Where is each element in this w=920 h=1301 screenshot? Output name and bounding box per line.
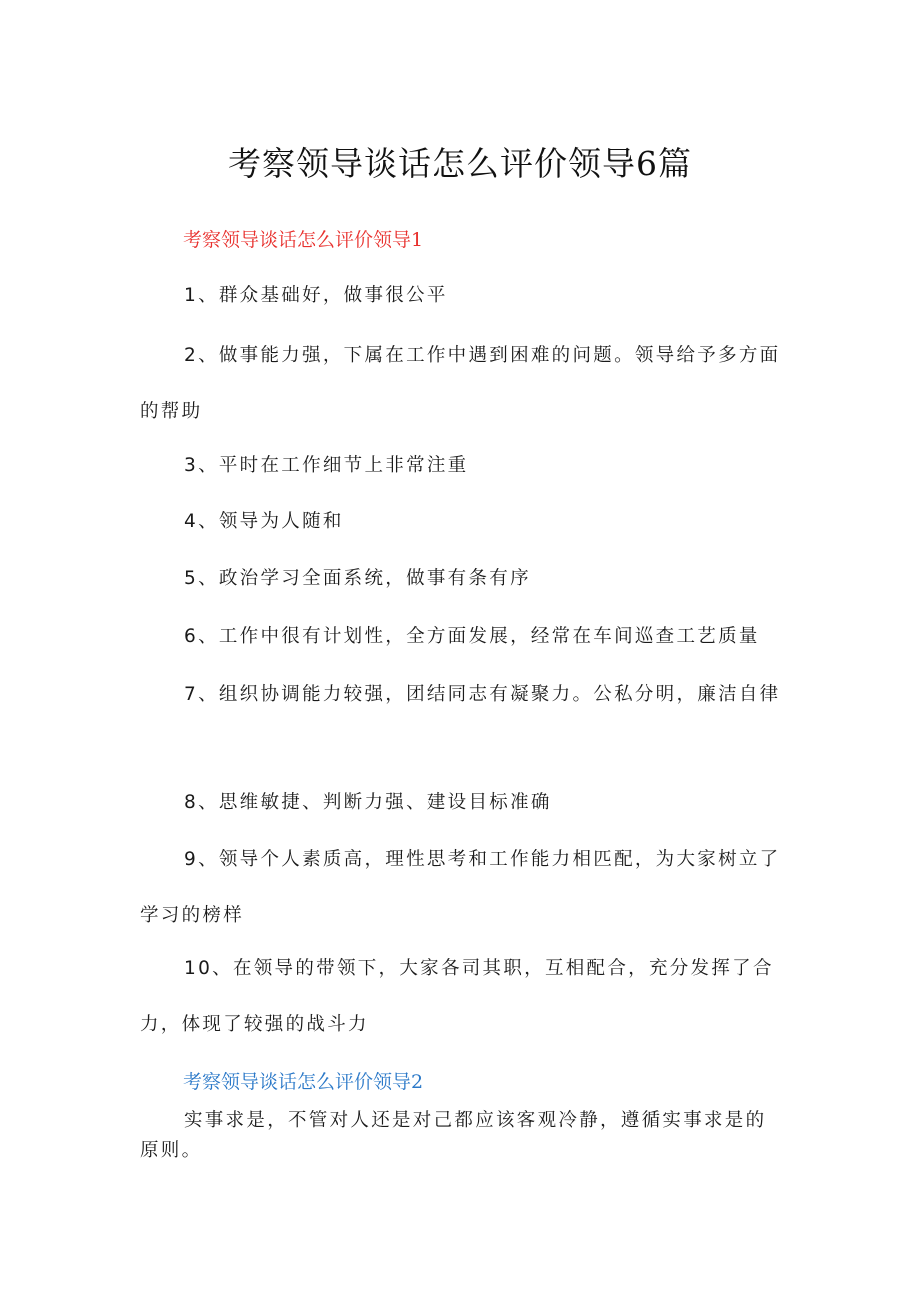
list-item-4: 4、领导为人随和 [184, 511, 344, 532]
body-paragraph: 实事求是，不管对人还是对己都应该客观冷静，遵循实事求是的原则。 [140, 1110, 767, 1161]
list-item-2: 2、做事能力强，下属在工作中遇到困难的问题。领导给予多方面的帮助 [140, 345, 781, 422]
list-item-9: 9、领导个人素质高，理性思考和工作能力相匹配，为大家树立了学习的榜样 [140, 849, 781, 926]
section-heading-1: 考察领导谈话怎么评价领导1 [183, 229, 424, 251]
list-item-5: 5、政治学习全面系统，做事有条有序 [184, 568, 531, 589]
list-item-3: 3、平时在工作细节上非常注重 [184, 455, 469, 476]
list-item-10: 10、在领导的带领下，大家各司其职，互相配合，充分发挥了合力，体现了较强的战斗力 [140, 958, 774, 1035]
list-item-8: 8、思维敏捷、判断力强、建设目标准确 [184, 792, 552, 813]
page-title: 考察领导谈话怎么评价领导6篇 [228, 144, 692, 183]
section-heading-2: 考察领导谈话怎么评价领导2 [183, 1071, 424, 1093]
list-item-1: 1、群众基础好，做事很公平 [184, 285, 448, 306]
list-item-6: 6、工作中很有计划性，全方面发展，经常在车间巡查工艺质量 [184, 626, 760, 647]
list-item-7: 7、组织协调能力较强，团结同志有凝聚力。公私分明，廉洁自律 [184, 684, 781, 705]
